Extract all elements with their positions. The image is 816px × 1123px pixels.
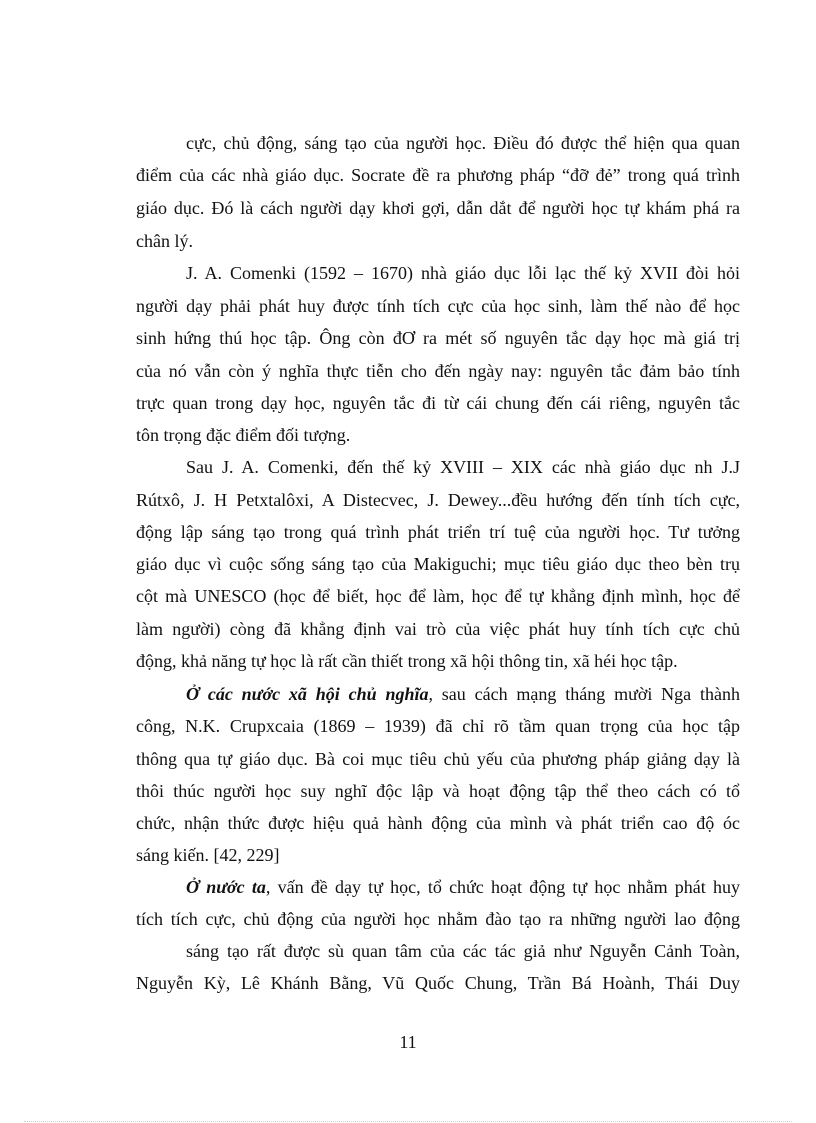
text-line: thông qua tự giáo dục. Bà coi mục tiêu chủ yếu của phương pháp giảng dạy là [136, 749, 740, 769]
lead-heading: Ở nước ta [186, 877, 266, 897]
text-line: trực quan trong dạy học, nguyên tắc đi từ cái chung đến cái riêng, nguyên tắc [136, 393, 740, 413]
text-line: giáo dục. Đó là cách người dạy khơi gợi, dẫn dắt để người học tự khám phá ra [136, 198, 740, 218]
text-line: sáng tạo rất được sù quan tâm của các tác giả như Nguyễn Cảnh Toàn, [186, 941, 740, 961]
lead-heading: Ở các nước xã hội chủ nghĩa [186, 684, 429, 704]
text-line: sáng kiến. [42, 229] [136, 845, 280, 865]
text-line: tích tích cực, chủ động của người học nhằm đào tạo ra những người lao động [136, 909, 740, 929]
text-span: , vấn đề dạy tự học, tổ chức hoạt động tự học nhằm phát huy [265, 877, 740, 897]
text-line: điểm của các nhà giáo dục. Socrate đề ra phương pháp “đỡ đẻ” trong quá trình [136, 165, 740, 185]
text-line: cực, chủ động, sáng tạo của người học. Điều đó được thể hiện qua quan [186, 133, 740, 153]
text-line [186, 683, 740, 705]
text-line: thôi thúc người học suy nghĩ độc lập và hoạt động tập thể theo cách có tổ [136, 781, 740, 801]
text-line: động lập sáng tạo trong quá trình phát triển trí tuệ của người học. Tư tưởng [136, 522, 740, 542]
text-line: của nó vẫn còn ý nghĩa thực tiễn cho đến ngày nay: nguyên tắc đảm bảo tính [136, 361, 740, 381]
text-line: Sau J. A. Comenki, đến thế kỷ XVIII – XIX các nhà giáo dục nh J.J [186, 457, 740, 477]
text-line: sinh hứng thú học tập. Ông còn đƠ ra mét số nguyên tắc dạy học mà giá trị [136, 328, 740, 348]
text-line: chân lý. [136, 231, 193, 251]
text-line: làm người) còng đã khẳng định vai trò của việc phát huy tính tích cực chủ [136, 619, 740, 639]
text-line: tôn trọng đặc điểm đối tượng. [136, 425, 351, 445]
text-line: giáo dục vì cuộc sống sáng tạo của Makiguchi; mục tiêu giáo dục theo bèn trụ [136, 554, 740, 574]
text-line: động, khả năng tự học là rất cần thiết trong xã hội thông tin, xã héi học tập. [136, 651, 678, 671]
text-line: Nguyễn Kỳ, Lê Khánh Bằng, Vũ Quốc Chung, Trần Bá Hoành, Thái Duy [136, 973, 740, 993]
text-line: cột mà UNESCO (học để biết, học để làm, học để tự khẳng định mình, học để [136, 586, 740, 606]
page-number: 11 [399, 1032, 417, 1052]
text-line [186, 876, 740, 898]
text-line: công, N.K. Crupxcaia (1869 – 1939) đã chỉ rõ tầm quan trọng của học tập [136, 716, 740, 736]
page-bottom-divider [24, 1121, 792, 1122]
text-span: , sau cách mạng tháng mười Nga thành [428, 684, 740, 704]
text-line: J. A. Comenki (1592 – 1670) nhà giáo dục lỗi lạc thế kỷ XVII đòi hỏi [186, 263, 740, 283]
text-line: người dạy phải phát huy được tính tích cực của học sinh, làm thế nào để học [136, 296, 740, 316]
text-line: Rútxô, J. H Petxtalôxi, A Distecvec, J. Dewey...đều hướng đến tính tích cực, [136, 490, 740, 510]
text-line: chức, nhận thức được hiệu quả hành động của mình và phát triển cao độ óc [136, 813, 740, 833]
